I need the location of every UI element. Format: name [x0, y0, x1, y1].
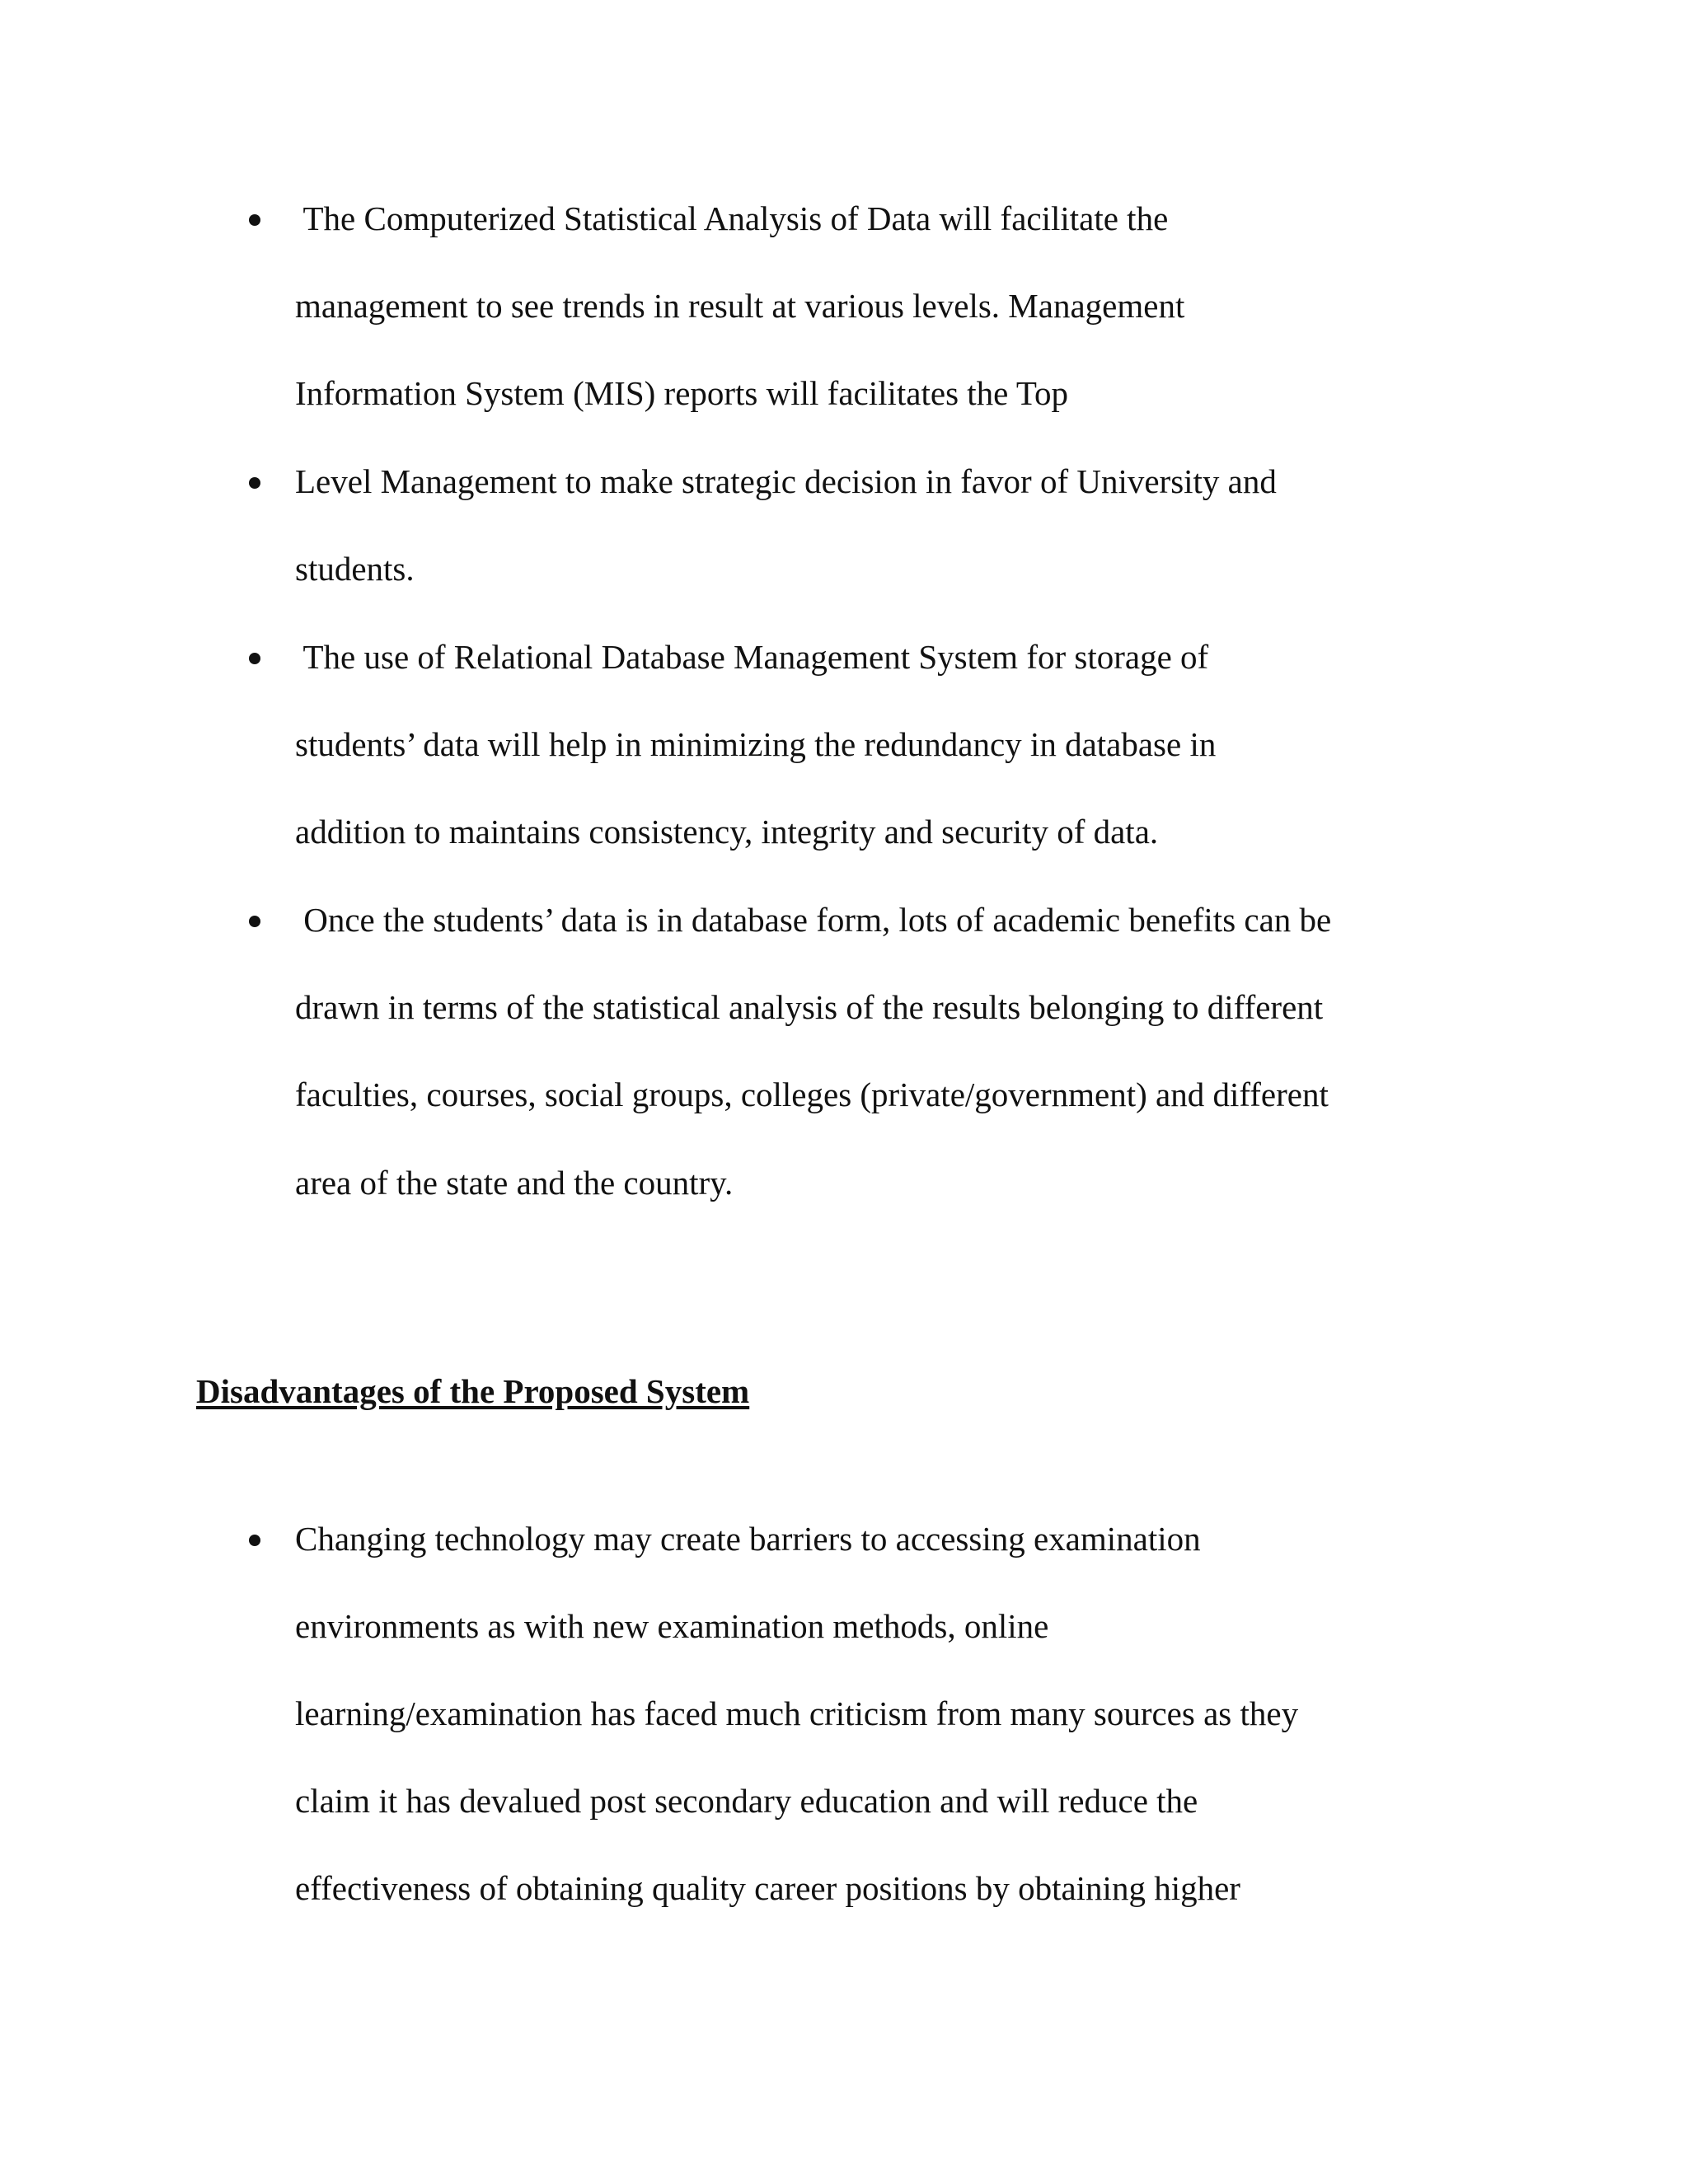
text-line: environments as with new examination methods, online — [295, 1607, 1049, 1645]
text-line: learning/examination has faced much criticism from many sources as they — [295, 1694, 1299, 1732]
text-line: claim it has devalued post secondary education and will reduce the — [295, 1782, 1198, 1820]
text-line: Level Management to make strategic decision in favor of University and — [295, 462, 1277, 500]
text-line: management to see trends in result at various levels. Management — [295, 287, 1185, 325]
text-line: The Computerized Statistical Analysis of Data will facilitate the — [295, 199, 1169, 237]
text-line: students. — [295, 550, 415, 588]
text-line: addition to maintains consistency, integrity and security of data. — [295, 813, 1159, 851]
text-line: area of the state and the country. — [295, 1164, 734, 1202]
bullet-point — [249, 1535, 260, 1546]
bullet-point — [249, 477, 260, 489]
bullet-point — [249, 653, 260, 664]
text-line: faculties, courses, social groups, colleges (private/government) and different — [295, 1076, 1329, 1113]
text-line: Once the students’ data is in database form, lots of academic benefits can be — [295, 901, 1332, 939]
text-line: The use of Relational Database Management System for storage of — [295, 638, 1209, 676]
section-heading: Disadvantages of the Proposed System — [196, 1372, 750, 1410]
text-line: drawn in terms of the statistical analysis of the results belonging to different — [295, 988, 1324, 1026]
text-line: Information System (MIS) reports will facilitates the Top — [295, 374, 1069, 412]
bullet-point — [249, 916, 260, 927]
text-line: students’ data will help in minimizing the redundancy in database in — [295, 725, 1217, 763]
text-line: effectiveness of obtaining quality career positions by obtaining higher — [295, 1869, 1240, 1907]
bullet-point — [249, 214, 260, 226]
text-line: Changing technology may create barriers to accessing examination — [295, 1520, 1201, 1558]
